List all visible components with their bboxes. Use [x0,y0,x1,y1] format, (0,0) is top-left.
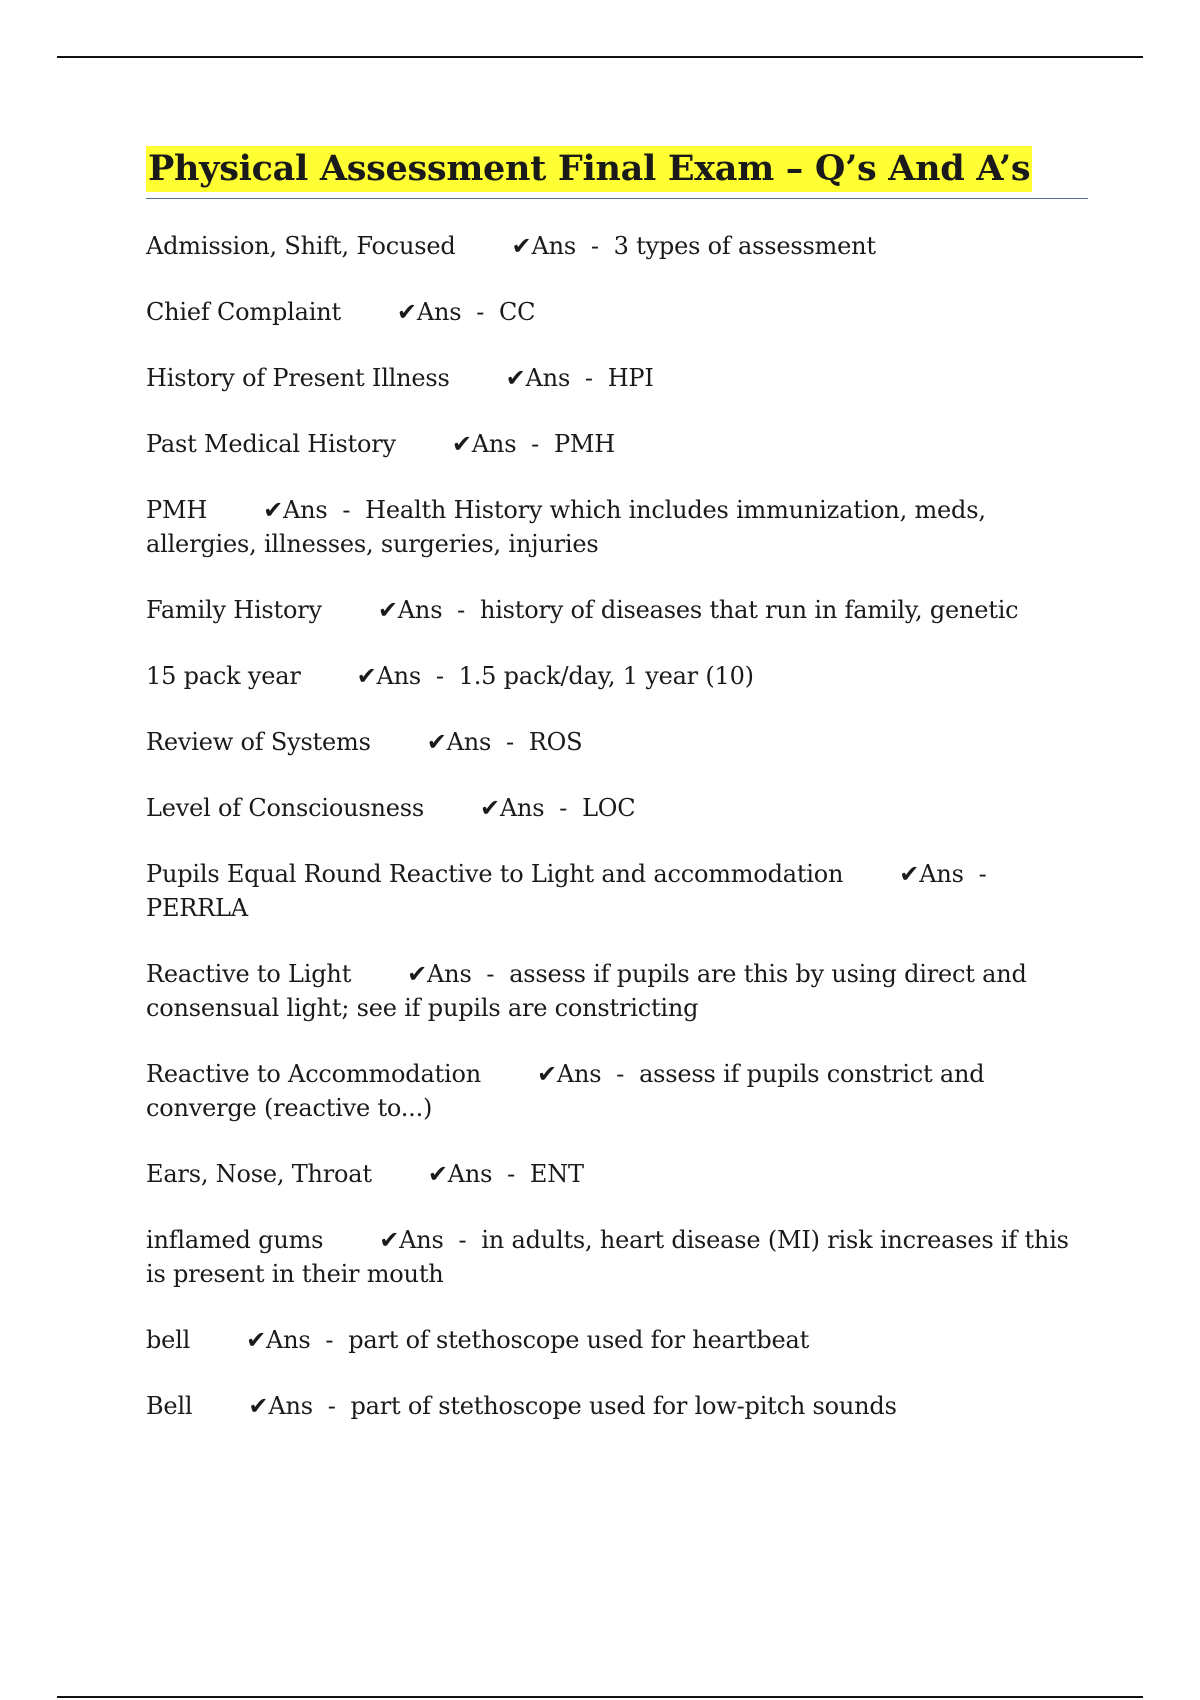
separator: - [327,1392,336,1420]
question: Reactive to Light [146,960,352,988]
title-block [146,146,1088,199]
qa-item [146,593,1088,627]
qa-item [146,1389,1088,1423]
question: Family History [146,596,322,624]
answer: assess if pupils constrict and converge (reactive to...) [146,1060,985,1122]
separator: - [559,794,568,822]
qa-item [146,361,1088,395]
separator: - [531,430,540,458]
answer-marker: ✔Ans [899,860,964,888]
question: PMH [146,496,208,524]
question: Bell [146,1392,193,1420]
separator: - [486,960,495,988]
separator: - [584,364,593,392]
separator: - [458,1226,467,1254]
answer-marker: ✔Ans [246,1326,311,1354]
qa-item [146,295,1088,329]
qa-item [146,791,1088,825]
answer: in adults, heart disease (MI) risk increases if this is present in their mouth [146,1226,1069,1288]
answer-marker: ✔Ans [407,960,472,988]
answer-marker: ✔Ans [356,662,422,690]
answer-marker: ✔Ans [537,1060,602,1088]
question: Ears, Nose, Throat [146,1160,372,1188]
document-body [146,146,1088,1455]
answer: 3 types of assessment [613,232,876,260]
separator: - [342,496,351,524]
answer: PERRLA [146,894,248,922]
question: Pupils Equal Round Reactive to Light and accommodation [146,860,844,888]
qa-item [146,229,1088,263]
qa-item [146,1157,1088,1191]
question: Chief Complaint [146,298,341,326]
answer-marker: ✔Ans [396,298,462,326]
qa-item [146,857,1088,925]
question: Review of Systems [146,728,371,756]
answer: ENT [529,1160,584,1188]
separator: - [616,1060,625,1088]
question: bell [146,1326,191,1354]
question: Reactive to Accommodation [146,1060,481,1088]
document-title: Physical Assessment Final Exam – Q’s And A’s [146,146,1032,192]
answer-marker: ✔Ans [377,596,443,624]
qa-item [146,1057,1088,1125]
question: Admission, Shift, Focused [146,232,456,260]
qa-item [146,1223,1088,1291]
answer: PMH [553,430,616,458]
qa-item [146,427,1088,461]
question: History of Present Illness [146,364,450,392]
question: 15 pack year [146,662,301,690]
answer: history of diseases that run in family, genetic [479,596,1019,624]
answer-marker: ✔Ans [248,1392,313,1420]
answer-marker: ✔Ans [451,430,517,458]
answer: Health History which includes immunization, meds, allergies, illnesses, surgeries, injuries [146,496,986,558]
separator: - [505,728,514,756]
question: inflamed gums [146,1226,324,1254]
separator: - [435,662,444,690]
answer-marker: ✔Ans [511,232,576,260]
answer-marker: ✔Ans [480,794,545,822]
answer-marker: ✔Ans [427,1160,493,1188]
question: Level of Consciousness [146,794,424,822]
separator: - [590,232,599,260]
answer: assess if pupils are this by using direct and consensual light; see if pupils are constricting [146,960,1027,1022]
answer: HPI [607,364,654,392]
separator: - [507,1160,516,1188]
separator: - [476,298,485,326]
top-rule [57,56,1143,58]
separator: - [457,596,466,624]
question: Past Medical History [146,430,396,458]
answer-marker: ✔Ans [263,496,328,524]
answer: CC [498,298,536,326]
qa-item [146,493,1088,561]
separator: - [978,860,987,888]
qa-item [146,725,1088,759]
answer-marker: ✔Ans [505,364,571,392]
answer: part of stethoscope used for heartbeat [348,1326,810,1354]
answer: 1.5 pack/day, 1 year (10) [458,662,754,690]
answer-marker: ✔Ans [426,728,492,756]
bottom-rule [57,1696,1143,1698]
qa-list [146,229,1088,1423]
separator: - [325,1326,334,1354]
answer: LOC [582,794,636,822]
qa-item [146,957,1088,1025]
answer-marker: ✔Ans [379,1226,444,1254]
answer: part of stethoscope used for low-pitch sounds [350,1392,897,1420]
qa-item [146,659,1088,693]
qa-item [146,1323,1088,1357]
answer: ROS [528,728,583,756]
